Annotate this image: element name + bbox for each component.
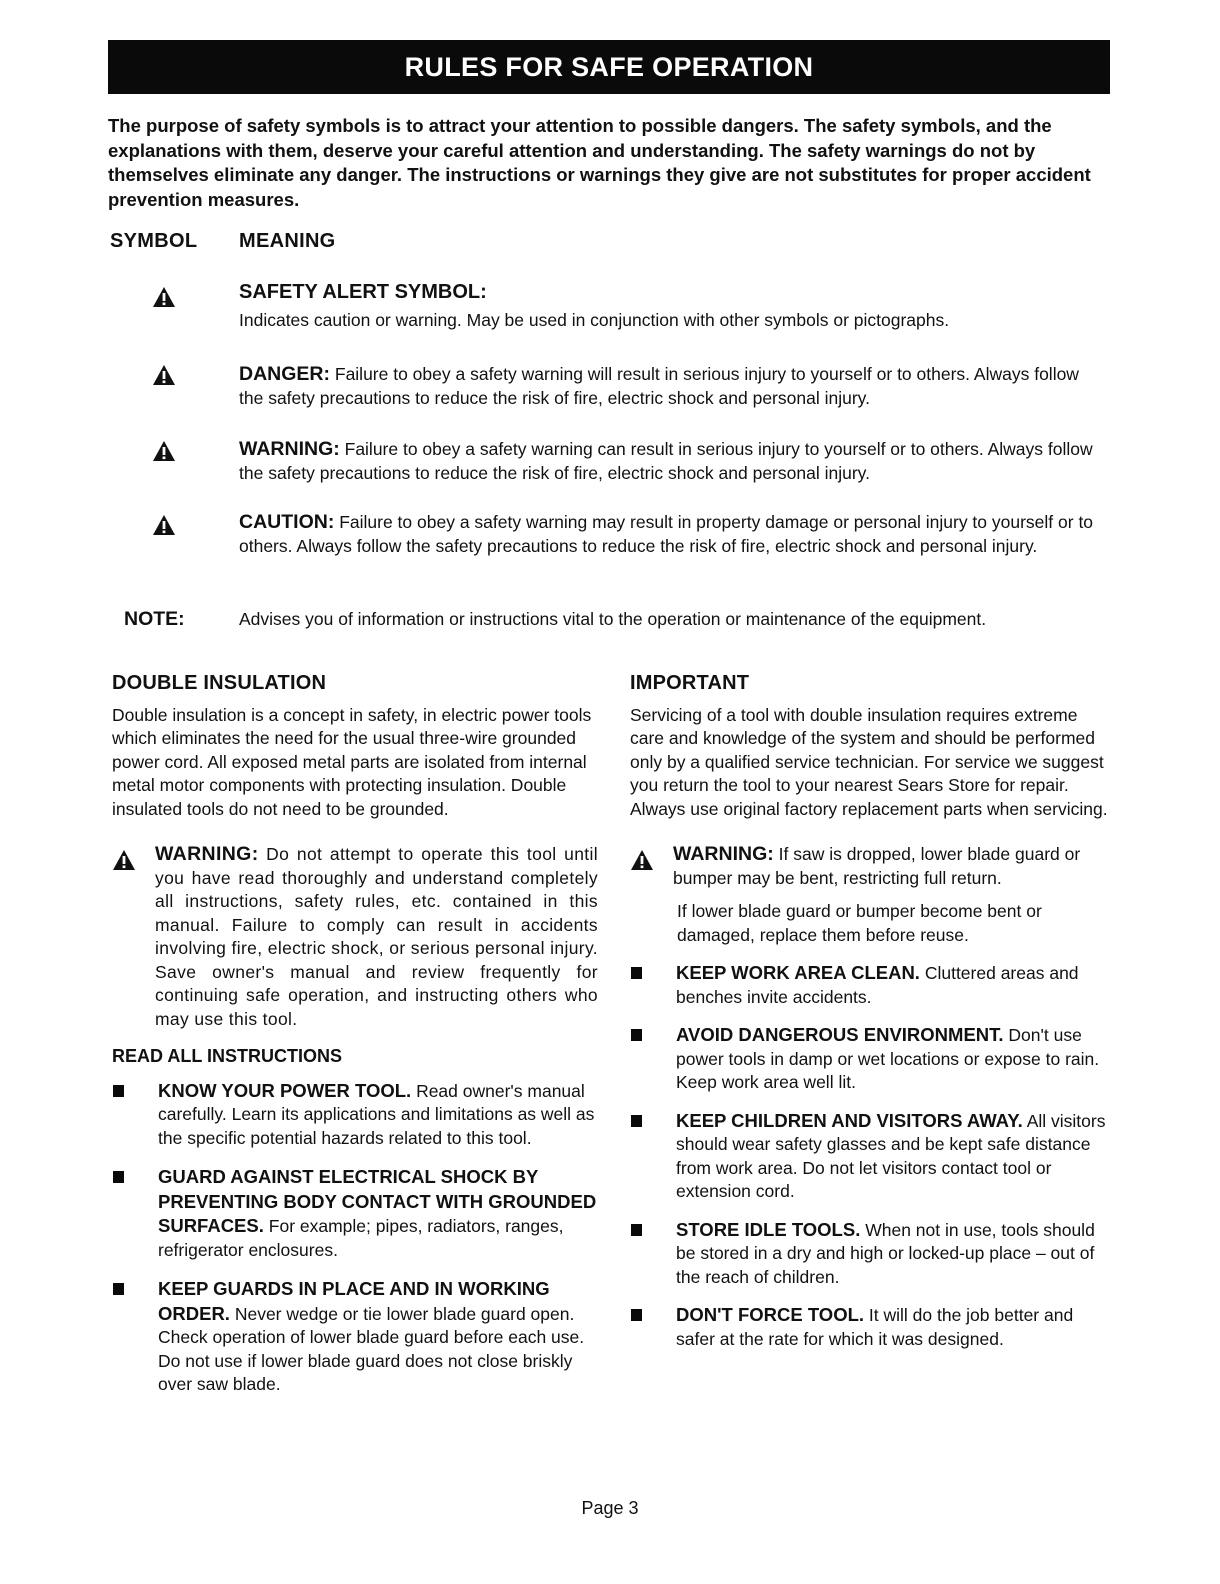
symbol-text: Indicates caution or warning. May be used in conjunction with other symbols or pictographs. [239,309,950,330]
list-item [112,1277,598,1397]
warning-alert-icon [630,849,654,871]
page-title-banner: RULES FOR SAFE OPERATION [108,40,1110,94]
warning-text: Do not attempt to operate this tool until you have read thoroughly and understand completely all instructions, safety rules, etc. contained in this manual. Failure to comply can result in accidents involving fire, electric shock, or serious personal injury. Save owner's manual and review frequently for continuing safe operation, and instructing others who may use this tool. [155,844,598,1029]
item-label: GUARD AGAINST ELECTRICAL SHOCK BY PREVENTING BODY CONTACT WITH GROUNDED SURFACES. [158,1166,597,1236]
left-column [112,672,598,1412]
right-column [630,672,1108,1365]
symbol-label: CAUTION: [239,511,335,533]
list-item [630,1109,1108,1204]
warning-followup-text: If lower blade guard or bumper become bent or damaged, replace them before reuse. [677,901,1042,945]
item-text: Read owner's manual carefully. Learn its applications and limitations as well as the specific potential hazards related to this tool. [158,1080,595,1148]
left-warning-block [112,843,598,1031]
item-label: STORE IDLE TOOLS. [676,1218,861,1240]
list-item [112,1165,598,1262]
square-bullet-icon [631,1029,642,1041]
double-insulation-text: Double insulation is a concept in safety, in electric power tools which eliminates the need for the usual three-wire grounded power cord. All exposed metal parts are isolated from internal metal motor components with protecting insulation. Double insulated tools do not need to be grounded. [112,704,592,819]
item-text: For example; pipes, radiators, ranges, refrigerator enclosures. [158,1216,564,1260]
warning-text: If saw is dropped, lower blade guard or bumper may be bent, restricting full return. [673,844,1081,888]
item-text: When not in use, tools should be stored in a dry and high or locked-up place – out of the reach of children. [676,1219,1095,1287]
item-text: Never wedge or tie lower blade guard open. Check operation of lower blade guard before each use. Do not use if lower blade guard does not close briskly over saw blade. [158,1303,585,1394]
symbol-text: Failure to obey a safety warning can result in serious injury to yourself or to others. Always follow the safety precautions to reduce the risk of fire, electric shock and personal injury. [239,439,1093,483]
note-label: NOTE: [124,608,185,630]
item-label: KNOW YOUR POWER TOOL. [158,1079,412,1101]
caution-alert-icon [152,514,176,536]
left-warning-body [155,843,598,1031]
safety-alert-icon [152,286,176,308]
right-warning-body [673,843,1108,890]
item-text: Don't use power tools in damp or wet locations or expose to rain. Keep work area well lit. [676,1025,1100,1092]
symbol-text: Failure to obey a safety warning may result in property damage or personal injury to yourself or to others. Always follow the safety precautions to reduce the risk of fire, electric shock and personal injury. [239,512,1094,556]
item-text: All visitors should wear safety glasses and be kept safe distance from work area. Do not let visitors contact tool or extension cord. [676,1110,1106,1201]
symbol-row-warning [239,438,1099,485]
square-bullet-icon [631,1115,642,1127]
symbol-label: WARNING: [239,438,340,460]
item-label: AVOID DANGEROUS ENVIRONMENT. [676,1024,1004,1045]
square-bullet-icon [113,1171,124,1183]
square-bullet-icon [113,1085,124,1097]
warning-label: WARNING: [155,843,259,865]
symbol-label: SAFETY ALERT SYMBOL: [239,281,487,303]
important-text: Servicing of a tool with double insulation requires extreme care and knowledge of the system and should be performed only by a qualified service technician. For service we suggest you return the tool to your nearest Sears Store for repair. Always use original factory replacement parts when servicing. [630,704,1108,819]
warning-alert-icon [112,849,136,871]
item-label: DON'T FORCE TOOL. [676,1304,865,1325]
list-item [630,1303,1108,1351]
list-item [112,1079,598,1151]
item-text: It will do the job better and safer at the rate for which it was designed. [676,1305,1074,1349]
symbol-label: DANGER: [239,363,330,385]
symbol-column-header: SYMBOL [110,230,198,252]
warning-alert-icon [152,440,176,462]
right-warning-block [630,843,1108,890]
symbol-row-caution [239,511,1099,558]
list-item [630,1218,1108,1290]
note-text: Advises you of information or instructions vital to the operation or maintenance of the equipment. [239,609,987,629]
symbol-text: Failure to obey a safety warning will result in serious injury to yourself or to others. Always follow the safety precautions to reduce the risk of fire, electric shock and personal injury. [239,364,1079,408]
warning-label: WARNING: [673,843,774,865]
square-bullet-icon [631,1224,642,1236]
square-bullet-icon [631,1309,642,1321]
item-label: KEEP CHILDREN AND VISITORS AWAY. [676,1109,1023,1131]
page-number: Page 3 [581,1498,639,1518]
list-item [630,1023,1108,1095]
symbol-row-safety-alert [239,281,1099,332]
symbol-row-danger [239,363,1099,410]
double-insulation-title: DOUBLE INSULATION [112,672,327,694]
item-label: KEEP WORK AREA CLEAN. [676,962,920,983]
danger-alert-icon [152,364,176,386]
read-all-instructions-title: READ ALL INSTRUCTIONS [112,1046,343,1066]
intro-paragraph: The purpose of safety symbols is to attract your attention to possible dangers. The safety symbols, and the explanations with them, deserve your careful attention and understanding. The safety warnings do not by themselves eliminate any danger. The instructions or warnings they give are not substitutes for proper accident prevention measures. [108,115,1091,210]
square-bullet-icon [113,1283,124,1295]
item-label: KEEP GUARDS IN PLACE AND IN WORKING ORDER. [158,1278,550,1324]
list-item [630,961,1108,1009]
meaning-column-header: MEANING [239,230,336,252]
important-title: IMPORTANT [630,672,750,694]
square-bullet-icon [631,967,642,979]
item-text: Cluttered areas and benches invite accidents. [676,963,1079,1007]
